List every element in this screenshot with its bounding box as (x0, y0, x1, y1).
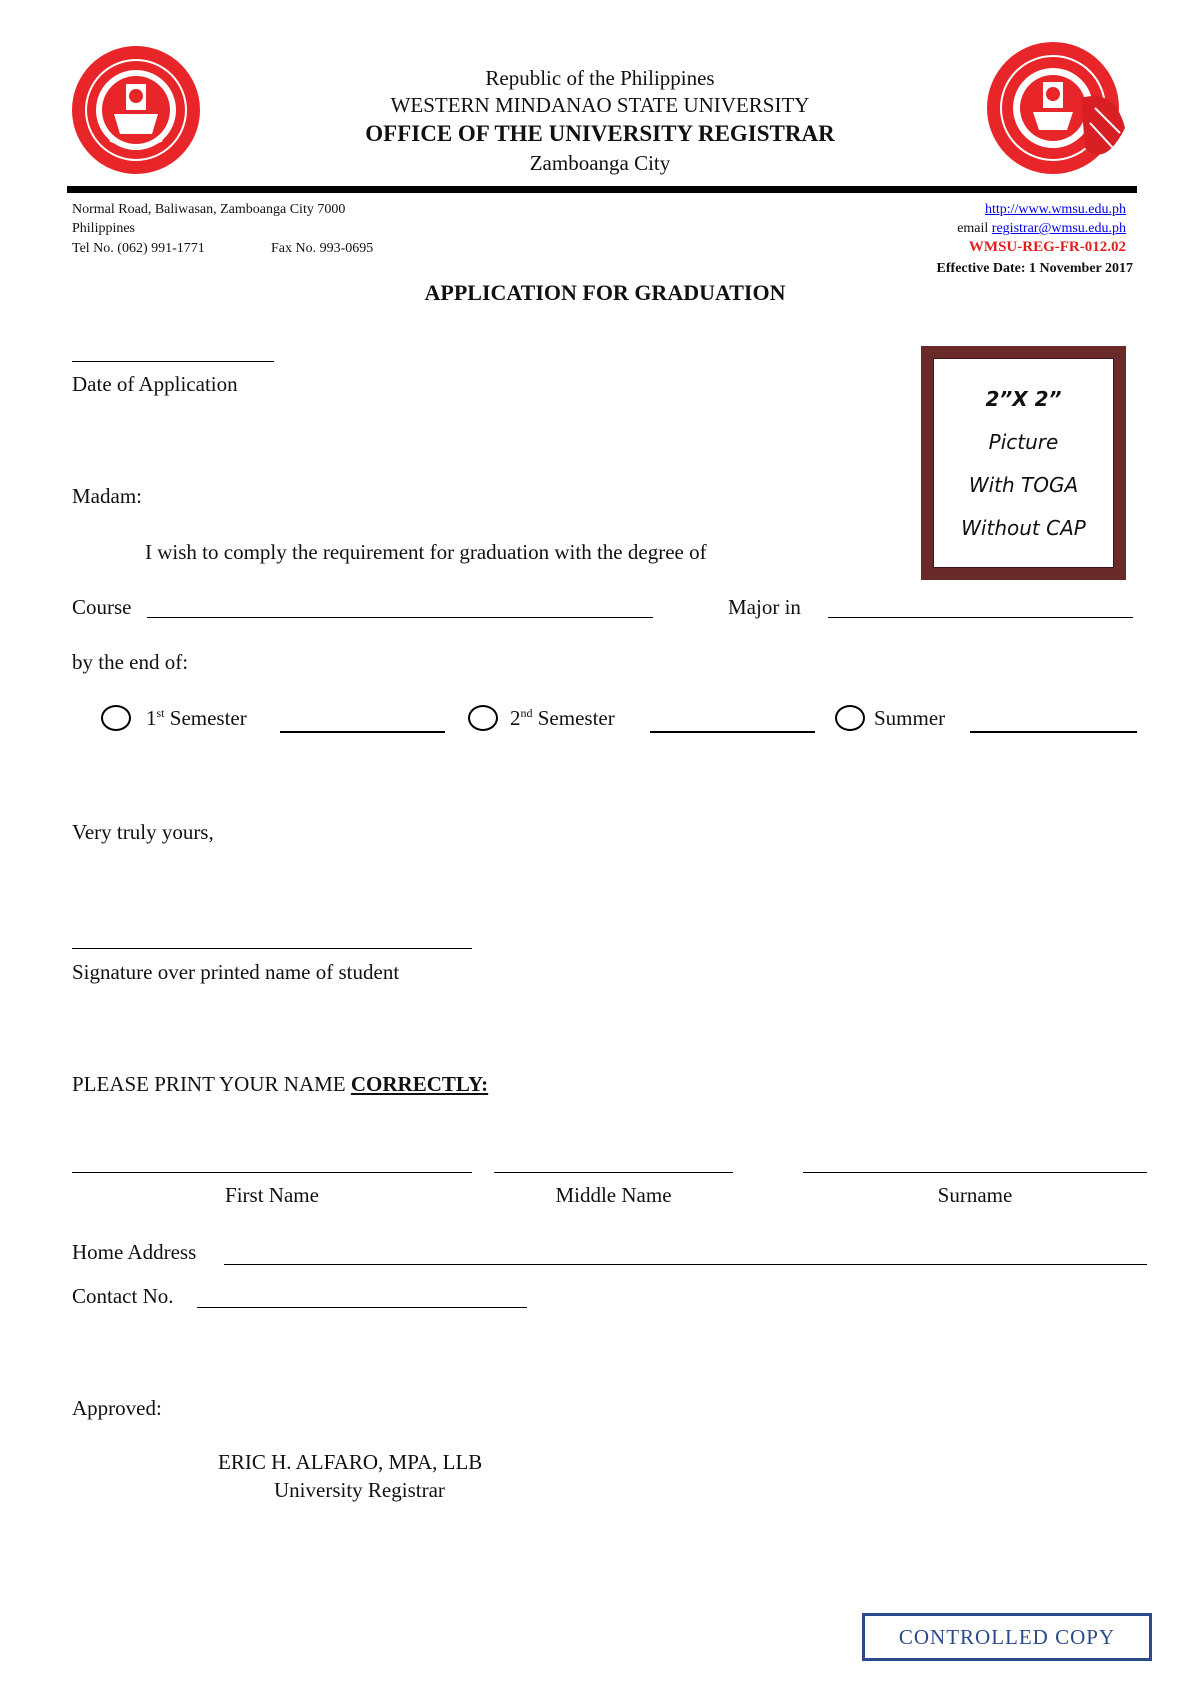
course-label: Course (72, 595, 132, 619)
contact-tel: Tel No. (062) 991-1771 (72, 241, 205, 256)
signature-field[interactable] (72, 948, 472, 949)
first-semester-field[interactable] (280, 731, 445, 733)
first-semester-num: 1 (146, 706, 157, 730)
print-name-emphasis: CORRECTLY: (350, 1072, 489, 1096)
second-semester-radio[interactable] (468, 705, 498, 731)
print-name-instruction (72, 1072, 488, 1097)
summer-label: Summer (874, 706, 946, 730)
photo-picture: Picture (988, 430, 1059, 454)
surname-label: Surname (937, 1183, 1013, 1207)
second-semester-text: Semester (532, 706, 615, 730)
contact-no-label: Contact No. (72, 1284, 174, 1308)
contact-fax: Fax No. 993-0695 (271, 241, 374, 256)
photo-box (921, 346, 1126, 580)
header-city: Zamboanga City (529, 151, 671, 175)
second-semester-label (510, 706, 615, 731)
major-field[interactable] (828, 617, 1133, 618)
course-field[interactable] (147, 617, 653, 618)
header-office: OFFICE OF THE UNIVERSITY REGISTRAR (365, 121, 835, 146)
email-link[interactable]: registrar@wmsu.edu.ph (991, 221, 1126, 236)
registrar-name: ERIC H. ALFARO, MPA, LLB (218, 1450, 483, 1474)
contact-address-line1: Normal Road, Baliwasan, Zamboanga City 7000 (72, 202, 346, 217)
major-label: Major in (728, 595, 801, 619)
summer-field[interactable] (970, 731, 1137, 733)
salutation: Madam: (72, 484, 142, 508)
closing: Very truly yours, (72, 820, 214, 844)
controlled-copy-text: CONTROLLED COPY (898, 1624, 1116, 1649)
summer-radio[interactable] (835, 705, 865, 731)
date-of-application-field[interactable] (72, 361, 274, 362)
effective-date: Effective Date: 1 November 2017 (936, 261, 1133, 276)
form-title: APPLICATION FOR GRADUATION (424, 280, 786, 305)
contact-right (957, 200, 1126, 257)
header-university: WESTERN MINDANAO STATE UNIVERSITY (390, 93, 810, 117)
contact-address-line2: Philippines (72, 221, 136, 236)
first-name-label: First Name (225, 1183, 319, 1207)
photo-size: 2”X 2” (985, 387, 1062, 411)
header-republic: Republic of the Philippines (485, 66, 715, 90)
second-semester-field[interactable] (650, 731, 815, 733)
first-semester-text: Semester (164, 706, 247, 730)
photo-toga: With TOGA (968, 473, 1079, 497)
first-name-field[interactable] (72, 1172, 472, 1173)
header-rule (67, 186, 1137, 193)
middle-name-label: Middle Name (555, 1183, 672, 1207)
home-address-label: Home Address (72, 1240, 197, 1264)
first-semester-label (146, 706, 247, 731)
print-name-text: PLEASE PRINT YOUR NAME (72, 1072, 351, 1096)
date-of-application-label: Date of Application (72, 372, 238, 396)
doc-code: WMSU-REG-FR-012.02 (968, 239, 1126, 255)
middle-name-field[interactable] (494, 1172, 733, 1173)
contact-no-field[interactable] (197, 1307, 527, 1308)
first-semester-sup: st (156, 706, 165, 720)
first-semester-radio[interactable] (101, 705, 131, 731)
signature-label: Signature over printed name of student (72, 960, 400, 984)
controlled-copy-stamp (862, 1613, 1152, 1661)
registrar-title: University Registrar (274, 1478, 445, 1502)
body-text: I wish to comply the requirement for graduation with the degree of (145, 540, 707, 564)
second-semester-num: 2 (510, 706, 521, 730)
surname-field[interactable] (803, 1172, 1147, 1173)
approved-label: Approved: (72, 1396, 162, 1420)
home-address-field[interactable] (224, 1264, 1147, 1265)
second-semester-sup: nd (520, 706, 533, 720)
photo-cap: Without CAP (961, 516, 1086, 540)
website-link[interactable]: http://www.wmsu.edu.ph (984, 202, 1126, 217)
by-end-label: by the end of: (72, 650, 189, 674)
email-label: email (957, 221, 989, 236)
